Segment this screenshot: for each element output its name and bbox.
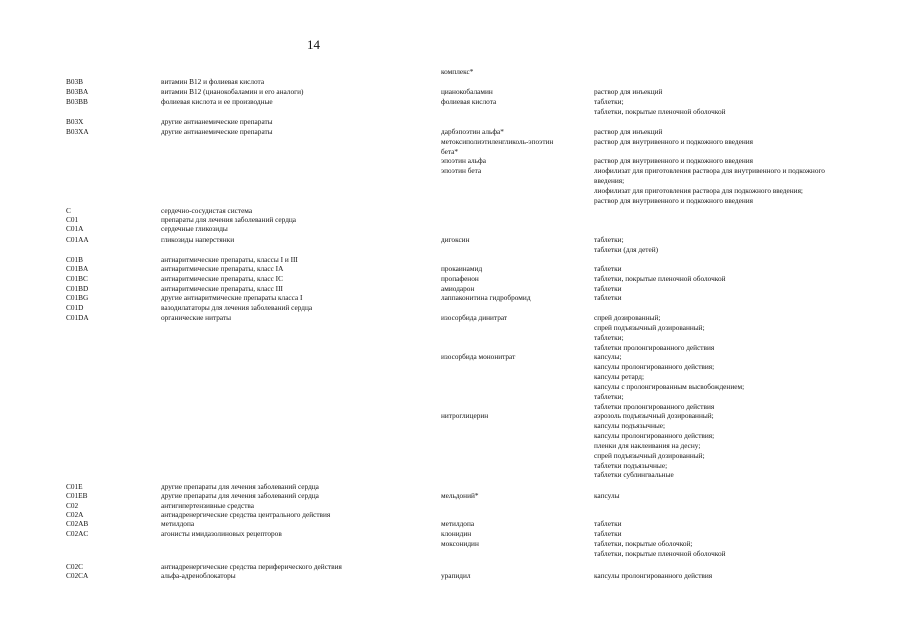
- atc-code: C01BA: [66, 264, 89, 273]
- atc-code: C01AA: [66, 235, 89, 244]
- group-name: агонисты имидазолиновых рецепторов: [161, 529, 282, 538]
- atc-code: C: [66, 206, 71, 215]
- group-name: другие препараты для лечения заболеваний сердца: [161, 482, 319, 491]
- atc-code: C01EB: [66, 491, 88, 500]
- group-name: антиаритмические препараты, класс IC: [161, 274, 283, 283]
- drug-name: урапидил: [441, 571, 471, 580]
- group-name: антиаритмические препараты, классы I и III: [161, 255, 298, 264]
- group-name: другие препараты для лечения заболеваний сердца: [161, 491, 319, 500]
- drug-name: цианокобаламин: [441, 87, 493, 96]
- atc-code: B03B: [66, 77, 84, 86]
- dosage-form: спрей подъязычный дозированный;: [594, 323, 705, 332]
- drug-name: эпоэтин бета: [441, 166, 482, 175]
- dosage-form: таблетки;: [594, 333, 624, 342]
- atc-code: C02AB: [66, 519, 89, 528]
- dosage-form: таблетки: [594, 264, 622, 273]
- atc-code: C02A: [66, 510, 84, 519]
- dosage-form: таблетки: [594, 519, 622, 528]
- group-name: витамин B12 (цианокобаламин и его аналоги): [161, 87, 304, 96]
- dosage-form: капсулы подъязычные;: [594, 421, 666, 430]
- group-name: антиаритмические препараты, класс IA: [161, 264, 284, 273]
- dosage-form: спрей подъязычный дозированный;: [594, 451, 705, 460]
- page-number: 14: [307, 37, 320, 52]
- dosage-form: раствор для инъекций: [594, 87, 663, 96]
- drug-name: нитроглицерин: [441, 411, 489, 420]
- atc-code: B03BA: [66, 87, 89, 96]
- drug-name: мельдоний*: [441, 491, 479, 500]
- dosage-form: таблетки, покрытые пленочной оболочкой: [594, 549, 726, 558]
- drug-name: комплекс*: [441, 67, 474, 76]
- atc-code: C01A: [66, 224, 84, 233]
- group-name: гликозиды наперстянки: [161, 235, 235, 244]
- atc-code: C01B: [66, 255, 84, 264]
- group-name: альфа-адреноблокаторы: [161, 571, 236, 580]
- atc-code: C01BC: [66, 274, 88, 283]
- dosage-form: капсулы;: [594, 352, 622, 361]
- atc-code: C01D: [66, 303, 84, 312]
- atc-code: C01DA: [66, 313, 89, 322]
- dosage-form: таблетки, покрытые пленочной оболочкой: [594, 274, 726, 283]
- drug-name: дарбэпоэтин альфа*: [441, 127, 504, 136]
- atc-code: C01BD: [66, 284, 89, 293]
- group-name: сердечные гликозиды: [161, 224, 228, 233]
- dosage-form: таблетки пролонгированного действия: [594, 402, 715, 411]
- dosage-form: таблетки: [594, 284, 622, 293]
- group-name: антиадренергические средства периферического действия: [161, 562, 342, 571]
- dosage-form: таблетки;: [594, 97, 624, 106]
- drug-name: метилдопа: [441, 519, 475, 528]
- group-name: препараты для лечения заболеваний сердца: [161, 215, 297, 224]
- dosage-form: таблетки сублингвальные: [594, 470, 674, 479]
- drug-name: прокаинамид: [441, 264, 483, 273]
- dosage-form: лиофилизат для приготовления раствора для внутривенного и подкожного: [594, 166, 825, 175]
- drug-name: бета*: [441, 147, 459, 156]
- group-name: антигипертензивные средства: [161, 501, 255, 510]
- group-name: сердечно-сосудистая система: [161, 206, 253, 215]
- dosage-form: таблетки, покрытые оболочкой;: [594, 539, 693, 548]
- atc-code: B03X: [66, 117, 84, 126]
- dosage-form: таблетки пролонгированного действия: [594, 343, 715, 352]
- group-name: органические нитраты: [161, 313, 232, 322]
- atc-code: C02C: [66, 562, 84, 571]
- group-name: витамин B12 и фолиевая кислота: [161, 77, 265, 86]
- dosage-form: капсулы пролонгированного действия;: [594, 362, 715, 371]
- atc-code: C02AC: [66, 529, 89, 538]
- drug-name: клонидин: [441, 529, 472, 538]
- atc-code: C01: [66, 215, 79, 224]
- drug-name: моксонидин: [441, 539, 479, 548]
- dosage-form: раствор для инъекций: [594, 127, 663, 136]
- dosage-form: капсулы ретард;: [594, 372, 645, 381]
- drug-name: лаппаконитина гидробромид: [441, 293, 531, 302]
- dosage-form: таблетки;: [594, 392, 624, 401]
- drug-name: изосорбида динитрат: [441, 313, 508, 322]
- dosage-form: таблетки подъязычные;: [594, 461, 668, 470]
- group-name: другие антианемические препараты: [161, 117, 273, 126]
- dosage-form: таблетки;: [594, 235, 624, 244]
- group-name: метилдопа: [161, 519, 195, 528]
- drug-name: изосорбида мононитрат: [441, 352, 516, 361]
- dosage-form: капсулы пролонгированного действия: [594, 571, 713, 580]
- group-name: вазодилататоры для лечения заболеваний сердца: [161, 303, 313, 312]
- drug-name: пропафенон: [441, 274, 479, 283]
- dosage-form: капсулы: [594, 491, 620, 500]
- group-name: другие антиаритмические препараты класса I: [161, 293, 303, 302]
- dosage-form: раствор для внутривенного и подкожного введения: [594, 196, 753, 205]
- atc-code: C01BG: [66, 293, 89, 302]
- atc-code: C01E: [66, 482, 83, 491]
- dosage-form: спрей дозированный;: [594, 313, 661, 322]
- drug-name: фолиевая кислота: [441, 97, 497, 106]
- dosage-form: таблетки: [594, 293, 622, 302]
- atc-code: B03BB: [66, 97, 88, 106]
- dosage-form: раствор для внутривенного и подкожного введения: [594, 137, 753, 146]
- dosage-form: введения;: [594, 176, 625, 185]
- group-name: антиадренергические средства центрального действия: [161, 510, 331, 519]
- drug-name: дигоксин: [441, 235, 470, 244]
- dosage-form: таблетки: [594, 529, 622, 538]
- atc-code: B03XA: [66, 127, 89, 136]
- dosage-form: лиофилизат для приготовления раствора для подкожного введения;: [594, 186, 803, 195]
- atc-code: C02: [66, 501, 79, 510]
- dosage-form: таблетки, покрытые пленочной оболочкой: [594, 107, 726, 116]
- dosage-form: капсулы пролонгированного действия;: [594, 431, 715, 440]
- atc-code: C02CA: [66, 571, 89, 580]
- dosage-form: капсулы с пролонгированным высвобождением;: [594, 382, 745, 391]
- dosage-form: раствор для внутривенного и подкожного введения: [594, 156, 753, 165]
- drug-name: амиодарон: [441, 284, 475, 293]
- drug-name: эпоэтин альфа: [441, 156, 486, 165]
- group-name: антиаритмические препараты, класс III: [161, 284, 283, 293]
- dosage-form: пленки для наклеивания на десну;: [594, 441, 701, 450]
- group-name: другие антианемические препараты: [161, 127, 273, 136]
- dosage-form: аэрозоль подъязычный дозированный;: [594, 411, 714, 420]
- dosage-form: таблетки (для детей): [594, 245, 659, 254]
- drug-name: метоксиполиэтиленгликоль-эпоэтин: [441, 137, 554, 146]
- group-name: фолиевая кислота и ее производные: [161, 97, 273, 106]
